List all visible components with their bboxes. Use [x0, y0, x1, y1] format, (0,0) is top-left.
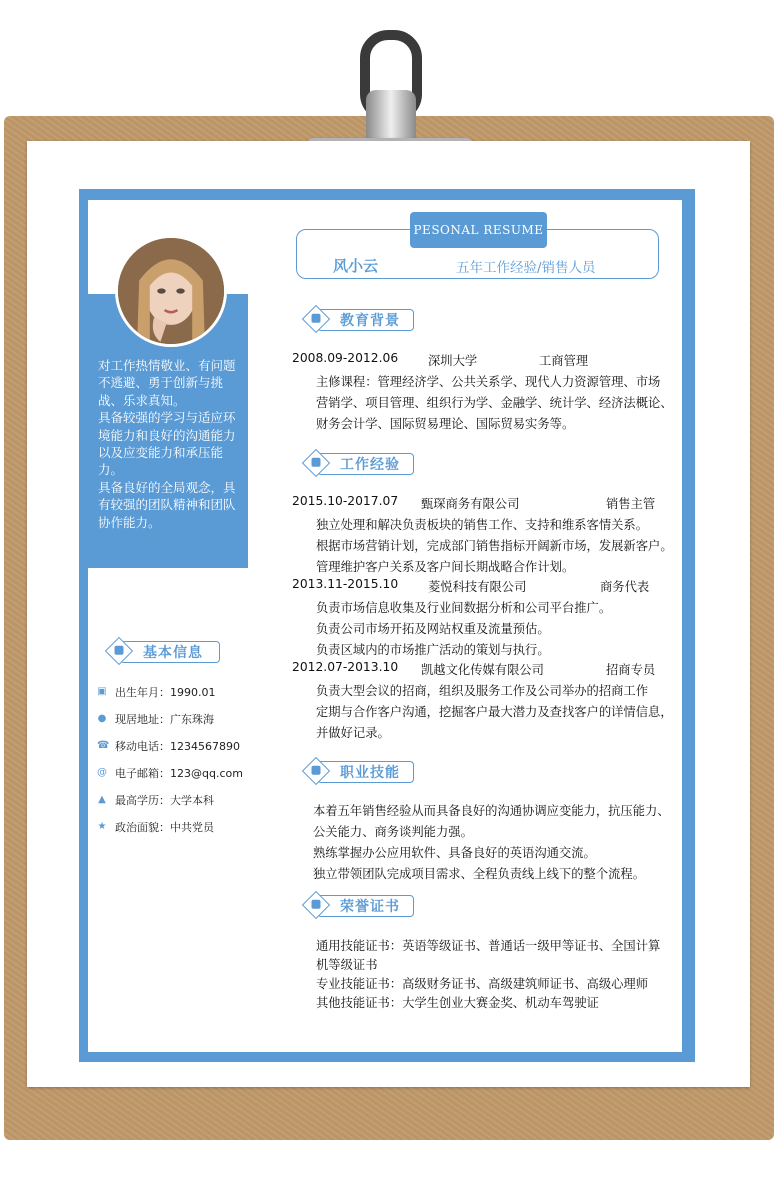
- education-period: 2008.09-2012.06: [292, 351, 399, 365]
- intro-paragraph: 具备良好的全局观念，具有较强的团队精神和团队协作能力。: [98, 479, 236, 530]
- info-row-phone: [97, 738, 240, 754]
- section-tag-skills: [317, 761, 414, 783]
- info-text: 出生年月：1990.01: [115, 686, 216, 699]
- work-duty: 独立处理和解决负责板块的销售工作、支持和维系客情关系。: [316, 518, 649, 532]
- candidate-job: 五年工作经验/销售人员: [456, 260, 596, 276]
- section-title: 基本信息: [143, 645, 203, 661]
- skills-line: 独立带领团队完成项目需求、全程负责线上线下的整个流程。: [313, 867, 646, 881]
- skills-line: 公关能力、商务谈判能力强。: [313, 825, 473, 839]
- work-duty: 负责公司市场开拓及网站权重及流量预估。: [316, 622, 550, 636]
- honors-line: 专业技能证书：高级财务证书、高级建筑师证书、高级心理师: [316, 977, 649, 991]
- location-icon: ●: [97, 713, 107, 724]
- honors-line: 其他技能证书：大学生创业大赛金奖、机动车驾驶证: [316, 996, 599, 1010]
- section-title: 荣誉证书: [340, 899, 400, 915]
- work-duty: 管理维护客户关系及客户间长期战略合作计划。: [316, 560, 575, 574]
- intro-paragraph: 具备较强的学习与适应环境能力和良好的沟通能力以及应变能力和承压能力。: [98, 410, 236, 478]
- info-row-political: [97, 819, 214, 835]
- honors-line: 机等级证书: [316, 958, 378, 972]
- work-period: 2013.11-2015.10: [292, 577, 399, 591]
- skills-line: 熟练掌握办公应用软件、具备良好的英语沟通交流。: [313, 846, 596, 860]
- resume-title-tab: PESONAL RESUME: [410, 212, 547, 248]
- info-text: 现居地址：广东珠海: [115, 713, 214, 726]
- education-school: 深圳大学: [428, 354, 478, 368]
- avatar: [115, 235, 227, 347]
- info-row-education: [97, 792, 214, 808]
- honors-line: 通用技能证书：英语等级证书、普通话一级甲等证书、全国计算: [316, 939, 661, 953]
- intro-paragraph: 对工作热情敬业、有问题不逃避、勇于创新与挑战、乐求真知。: [98, 358, 236, 408]
- section-tag-education: [317, 309, 414, 331]
- info-text: 政治面貌：中共党员: [115, 821, 214, 834]
- work-duty: 并做好记录。: [316, 726, 390, 740]
- work-duty: 负责市场信息收集及行业间数据分析和公司平台推广。: [316, 601, 612, 615]
- info-row-email: [97, 765, 243, 781]
- candidate-name: 风小云: [333, 257, 379, 275]
- section-title: 职业技能: [340, 765, 400, 781]
- info-text: 电子邮箱：123@qq.com: [115, 767, 243, 780]
- section-tag-work: [317, 453, 414, 475]
- work-period: 2012.07-2013.10: [292, 660, 399, 674]
- email-icon: @: [97, 767, 107, 778]
- info-row-address: [97, 711, 214, 727]
- phone-icon: ☎: [97, 740, 110, 751]
- calendar-icon: ▣: [97, 686, 107, 697]
- work-duty: 负责大型会议的招商，组织及服务工作及公司举办的招商工作: [316, 684, 649, 698]
- work-company: 甄琛商务有限公司: [421, 497, 520, 511]
- skills-line: 本着五年销售经验从而具备良好的沟通协调应变能力，抗压能力、: [313, 804, 670, 818]
- star-icon: ★: [97, 821, 107, 832]
- work-role: 招商专员: [606, 663, 656, 677]
- education-course-line: 营销学、项目管理、组织行为学、金融学、统计学、经济法概论、: [316, 396, 673, 410]
- education-course-line: 财务会计学、国际贸易理论、国际贸易实务等。: [316, 417, 575, 431]
- info-text: 最高学历：大学本科: [115, 794, 214, 807]
- work-company: 凯越文化传媒有限公司: [421, 663, 544, 677]
- work-duty: 根据市场营销计划，完成部门销售指标开阔新市场，发展新客户。: [316, 539, 673, 553]
- self-introduction: [98, 357, 240, 531]
- graduation-cap-icon: ▲: [98, 794, 106, 805]
- education-course-line: 主修课程：管理经济学、公共关系学、现代人力资源管理、市场: [316, 375, 661, 389]
- info-row-birth: [97, 684, 216, 700]
- section-tag-basic-info: [120, 641, 220, 663]
- info-text: 移动电话：1234567890: [115, 740, 240, 753]
- work-role: 商务代表: [600, 580, 650, 594]
- education-major: 工商管理: [539, 354, 589, 368]
- work-period: 2015.10-2017.07: [292, 494, 399, 508]
- work-duty: 定期与合作客户沟通，挖掘客户最大潜力及查找客户的详情信息，: [316, 705, 673, 719]
- work-role: 销售主管: [606, 497, 656, 511]
- section-title: 工作经验: [340, 457, 400, 473]
- section-title: 教育背景: [340, 313, 400, 329]
- work-company: 菱悦科技有限公司: [428, 580, 527, 594]
- section-tag-honors: [317, 895, 414, 917]
- work-duty: 负责区域内的市场推广活动的策划与执行。: [316, 643, 550, 657]
